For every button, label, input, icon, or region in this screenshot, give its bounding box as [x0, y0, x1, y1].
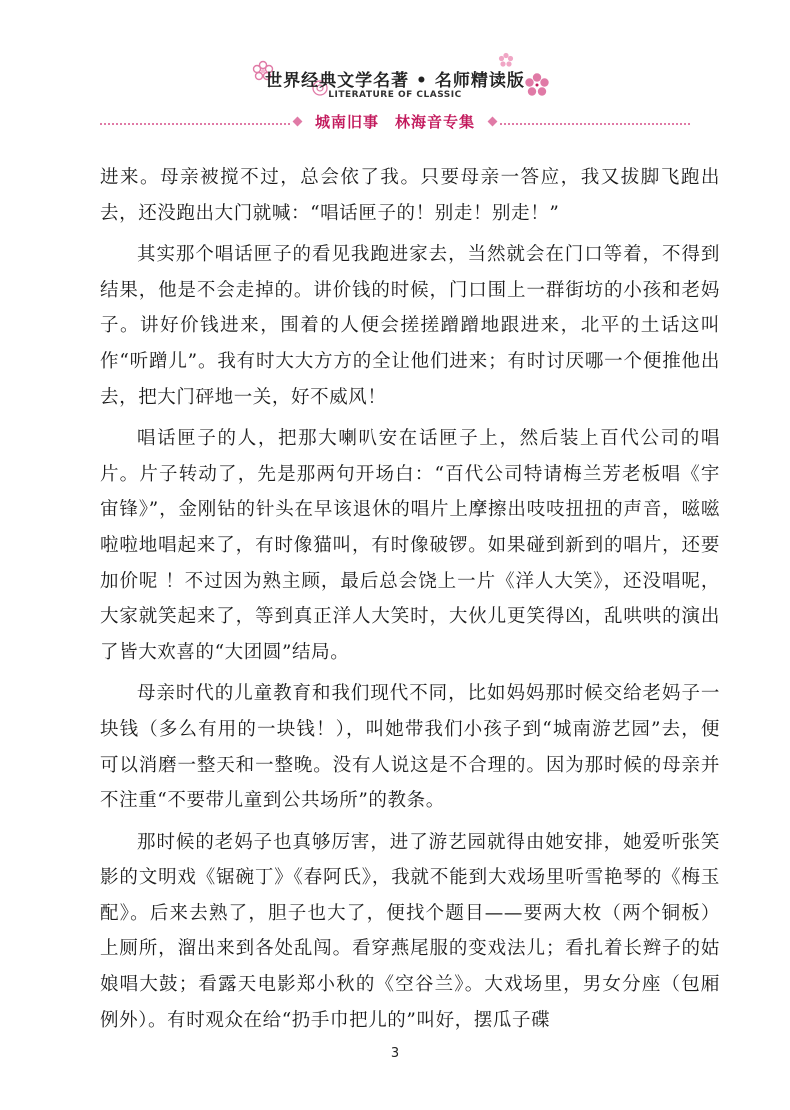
paragraph: 唱话匣子的人，把那大喇叭安在话匣子上，然后装上百代公司的唱片。片子转动了，先是那两句开场白：“百代公司特请梅兰芳老板唱《宇宙锋》”，金刚钻的针头在早该退休的唱片上摩擦出吱吱扭扭的声音，嗞嗞啦啦地唱起来了，有时像猫叫，有时像破锣。如果碰到新到的唱片，还要加价呢 ！不过因为熟主顾，最后总会饶上一片《洋人大笑》，还没唱呢，大家就笑起来了，等到真正洋人大笑时，大伙儿更笑得凶，乱哄哄的演出了皆大欢喜的“大团圆”结局。	[100, 428, 720, 663]
dotted-divider-right	[500, 123, 690, 125]
paragraph: 那时候的老妈子也真够厉害，进了游艺园就得由她安排，她爱听张笑影的文明戏《锯碗丁》《春阿氏》，我就不能到大戏场里听雪艳琴的《梅玉配》。后来去熟了，胆子也大了，便找个题目——要两大枚（两个铜板）上厕所，溜出来到各处乱闯。看穿燕尾服的变戏法儿；看扎着长辫子的姑娘唱大鼓；看露天电影郑小秋的《空谷兰》。大戏场里，男女分座（包厢例外）。有时观众在给“扔手巾把儿的”叫好，摆瓜子碟	[100, 831, 720, 1031]
paragraph: 母亲时代的儿童教育和我们现代不同，比如妈妈那时候交给老妈子一块钱（多么有用的一块钱！），叫她带我们小孩子到“城南游艺园”去，便可以消磨一整天和一整晚。没有人说这是不合理的。因为那时候的母亲并不注重“不要带儿童到公共场所”的教条。	[100, 683, 720, 812]
page-number: 3	[390, 1046, 400, 1061]
collection-title: 城南旧事 林海音专集	[314, 113, 475, 131]
series-title: 世界经典文学名著 • 名师精读版	[265, 71, 525, 91]
dotted-divider-left	[100, 123, 290, 125]
series-subtitle: LITERATURE OF CLASSIC	[328, 90, 462, 100]
body-text	[100, 160, 720, 1044]
page-header	[0, 0, 790, 140]
paragraph: 进来。母亲被搅不过，总会依了我。只要母亲一答应，我又拔脚飞跑出去，还没跑出大门就喊：“唱话匣子的！别走！别走！”	[100, 167, 720, 224]
paragraph: 其实那个唱话匣子的看见我跑进家去，当然就会在门口等着，不得到结果，他是不会走掉的。讲价钱的时候，门口围上一群街坊的小孩和老妈子。讲好价钱进来，围着的人便会搓搓蹭蹭地跟进来，北平的土话这叫作“听蹭儿”。我有时大大方方的全让他们进来；有时讨厌哪一个便推他出去，把大门砰地一关，好不威风！	[100, 244, 720, 408]
